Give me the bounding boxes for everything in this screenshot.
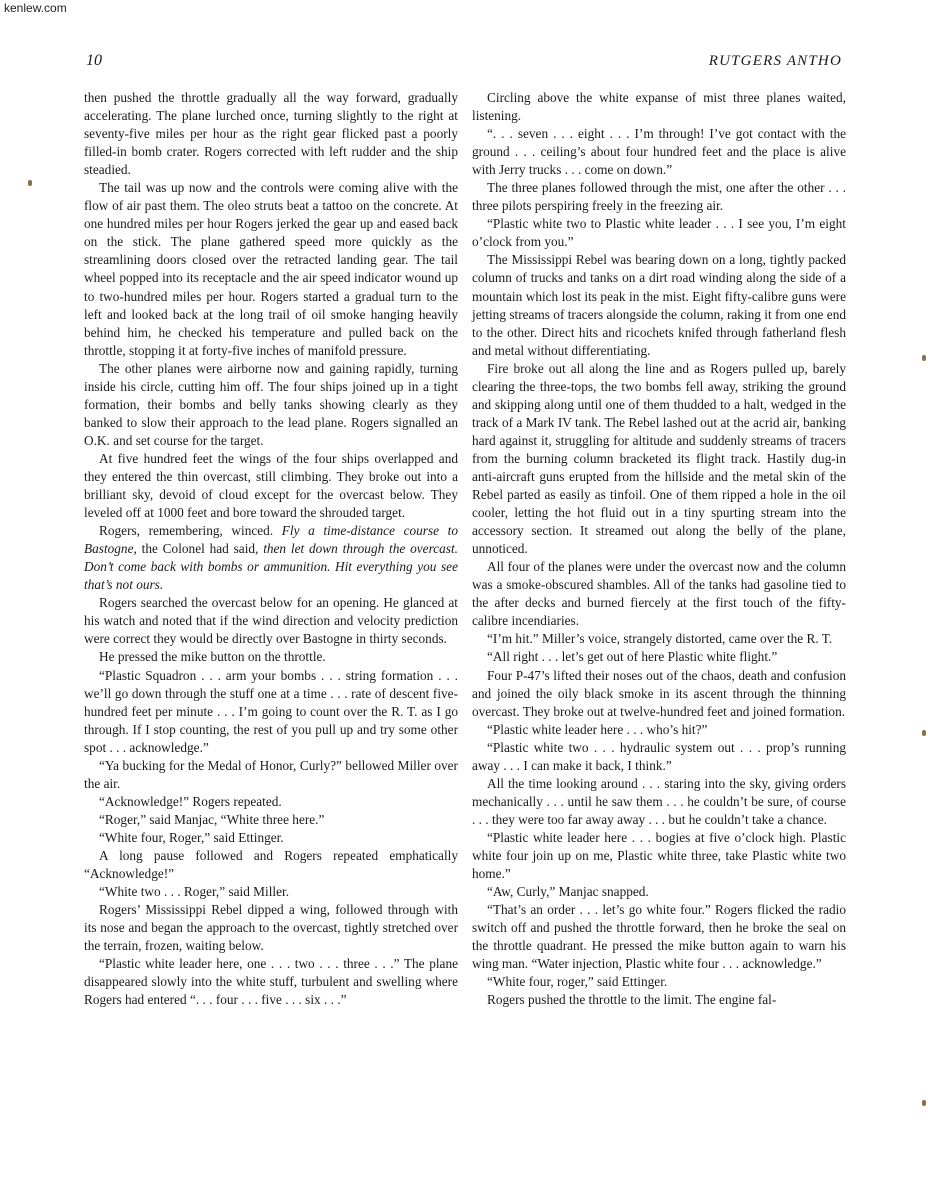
paragraph: At five hundred feet the wings of the four ships overlapped and they entered the thin overcast, still climbing. They broke out into a brilliant sky, devoid of cloud except for the overcast below. They leveled off at 1000 feet and bore toward the shrouded target. — [84, 450, 458, 521]
watermark-text: kenlew.com — [4, 1, 67, 15]
page-number: 10 — [86, 52, 102, 69]
paragraph: All four of the planes were under the overcast now and the column was a smoke-obscured shambles. All of the tanks had gasoline tied to the after decks and burned fiercely at the first touch of the fifty-calibre incendiaries. — [472, 559, 846, 629]
paper-speck — [922, 1100, 926, 1106]
paragraph-lead: Rogers, remembering, winced. — [99, 523, 282, 539]
paragraph: then pushed the throttle gradually all the way forward, gradually accelerating. The plane lurched once, turning slightly to the right at seventy-five miles per hour as the right gear flicked past a poorly filled-in bomb crater. Rogers corrected with left rudder and the ship steadied. — [84, 90, 458, 178]
italic-quote: Fly a time-distance course to Bastogne, — [84, 523, 458, 557]
paragraph: “Plastic Squadron . . . arm your bombs . . . string formation . . . we’ll go down through the stuff one at a time . . . rate of descent five-hundred feet per minute . . . I’m going to count over the R. T. as I go through. If I stop counting, the rest of you pull up and try some other spot . . . acknowledge.” — [84, 667, 458, 755]
paragraph: “White two . . . Roger,” said Miller. — [99, 884, 290, 900]
right-text-column — [472, 89, 846, 1009]
left-text-column — [84, 89, 458, 1009]
paper-speck — [28, 180, 32, 186]
paragraph: The three planes followed through the mist, one after the other . . . three pilots perspiring freely in the freezing air. — [472, 180, 846, 214]
paragraph: “Aw, Curly,” Manjac snapped. — [487, 884, 649, 900]
paragraph: “Ya bucking for the Medal of Honor, Curly?” bellowed Miller over the air. — [84, 757, 458, 791]
running-title: RUTGERS ANTHO — [708, 53, 842, 69]
paragraph: “I’m hit.” Miller’s voice, strangely distorted, came over the R. T. — [487, 631, 833, 647]
paragraph-mid: the Colonel had said, — [136, 541, 264, 557]
paragraph: Four P-47’s lifted their noses out of the chaos, death and confusion and joined the oily black smoke in its ascent through the thinning overcast. They broke out at twelve-hundred feet and joined formation. — [472, 667, 846, 719]
paragraph: Rogers’ Mississippi Rebel dipped a wing, followed through with its nose and began the approach to the overcast, tightly stretched over the terrain, frozen, waiting below. — [84, 902, 458, 954]
paper-speck — [922, 730, 926, 736]
paragraph: The other planes were airborne now and gaining rapidly, turning inside his circle, cutting him off. The four ships joined up in a tight formation, their bombs and belly tanks showing clearly as they banked to slow their approach to the lead plane. Rogers signalled an O.K. and set course for the target. — [84, 360, 458, 448]
paragraph: “Plastic white two to Plastic white leader . . . I see you, I’m eight o’clock from you.” — [472, 216, 846, 250]
paragraph: Fire broke out all along the line and as Rogers pulled up, barely clearing the three-tops, the two bombs fell away, striking the ground and skipping along until one of them thudded to a halt, wedged in the track of a Mark IV tank. The Rebel lashed out at the acrid air, banking hard against it, struggling for altitude and suddenly streams of tracers from the burning column bracketed its flight track. Hastily dug-in anti-aircraft guns erupted from the hillside and the metal skin of the Rebel parted as easily as tinfoil. One of them ripped a hole in the oil cooler, letting the hot fluid out in a tiny spurting stream into the accessory section. It streamed out along the belly of the plane, unnoticed. — [472, 360, 846, 557]
paragraph: He pressed the mike button on the throttle. — [99, 649, 326, 665]
paper-speck — [922, 355, 926, 361]
paragraph: “Plastic white leader here, one . . . two . . . three . . .” The plane disappeared slowly into the white stuff, turbulent and swelling where Rogers had entered “. . . four . . . five . . . six . . .” — [84, 956, 458, 1008]
paragraph: Rogers pushed the throttle to the limit. The engine fal- — [487, 992, 777, 1008]
paragraph: Rogers searched the overcast below for an opening. He glanced at his watch and noted that if the wind direction and velocity prediction were correct they would be directly over Bastogne in thirty seconds. — [84, 595, 458, 647]
paragraph: “White four, roger,” said Ettinger. — [487, 974, 668, 990]
paragraph: “Plastic white leader here . . . who’s hit?” — [487, 721, 708, 737]
paragraph-with-italics — [84, 522, 458, 594]
paragraph: The tail was up now and the controls were coming alive with the flow of air past them. The oleo struts beat a tattoo on the concrete. At one hundred miles per hour Rogers jerked the gear up and eased back on the stick. The plane gathered speed more quickly as the streamlining doors closed over the retracted landing gear. The tail wheel popped into its receptacle and the air speed indicator wound up to two-hundred miles per hour. Rogers started a gradual turn to the left and looked back at the long trail of oil smoke hanging heavily behind him, he checked his temperature and pulled back on the throttle, stopping it at forty-five inches of manifold pressure. — [84, 180, 458, 358]
paragraph: Circling above the white expanse of mist three planes waited, listening. — [472, 90, 846, 124]
paragraph: “. . . seven . . . eight . . . I’m through! I’ve got contact with the ground . . . ceiling’s about four hundred feet and the place is alive with Jerry trucks . . . come on down.” — [472, 126, 846, 178]
paragraph: The Mississippi Rebel was bearing down on a long, tightly packed column of trucks and tanks on a dirt road winding along the side of a mountain which lost its peak in the mist. Eight fifty-calibre guns were jetting streams of tracers alongside the column, raking it from one end to the other. Direct hits and ricochets knifed through fatherland flesh and metal without differentiating. — [472, 252, 846, 358]
paragraph: “Plastic white two . . . hydraulic system out . . . prop’s running away . . . I can make it back, I think.” — [472, 739, 846, 773]
italic-quote: then let down through the overcast. Don’t come back with bombs or ammunition. Hit everything you see that’s not ours. — [84, 541, 458, 593]
paragraph: “Roger,” said Manjac, “White three here.” — [99, 811, 325, 827]
paragraph: “White four, Roger,” said Ettinger. — [99, 829, 284, 845]
paragraph: All the time looking around . . . staring into the sky, giving orders mechanically . . . until he saw them . . . he couldn’t be sure, of course . . . they were too far away away . . . but he couldn’t take a chance. — [472, 775, 846, 827]
paragraph: “All right . . . let’s get out of here Plastic white flight.” — [487, 649, 778, 665]
paragraph: “That’s an order . . . let’s go white four.” Rogers flicked the radio switch off and pushed the throttle forward, then he broke the seal on the throttle quadrant. He pressed the mike button again to warn his wing man. “Water injection, Plastic white four . . . acknowledge.” — [472, 902, 846, 972]
paragraph: “Plastic white leader here . . . bogies at five o’clock high. Plastic white four join up on me, Plastic white three, take Plastic white two home.” — [472, 829, 846, 882]
paragraph: “Acknowledge!” Rogers repeated. — [99, 793, 282, 809]
paragraph: A long pause followed and Rogers repeated emphatically “Acknowledge!” — [84, 847, 458, 882]
